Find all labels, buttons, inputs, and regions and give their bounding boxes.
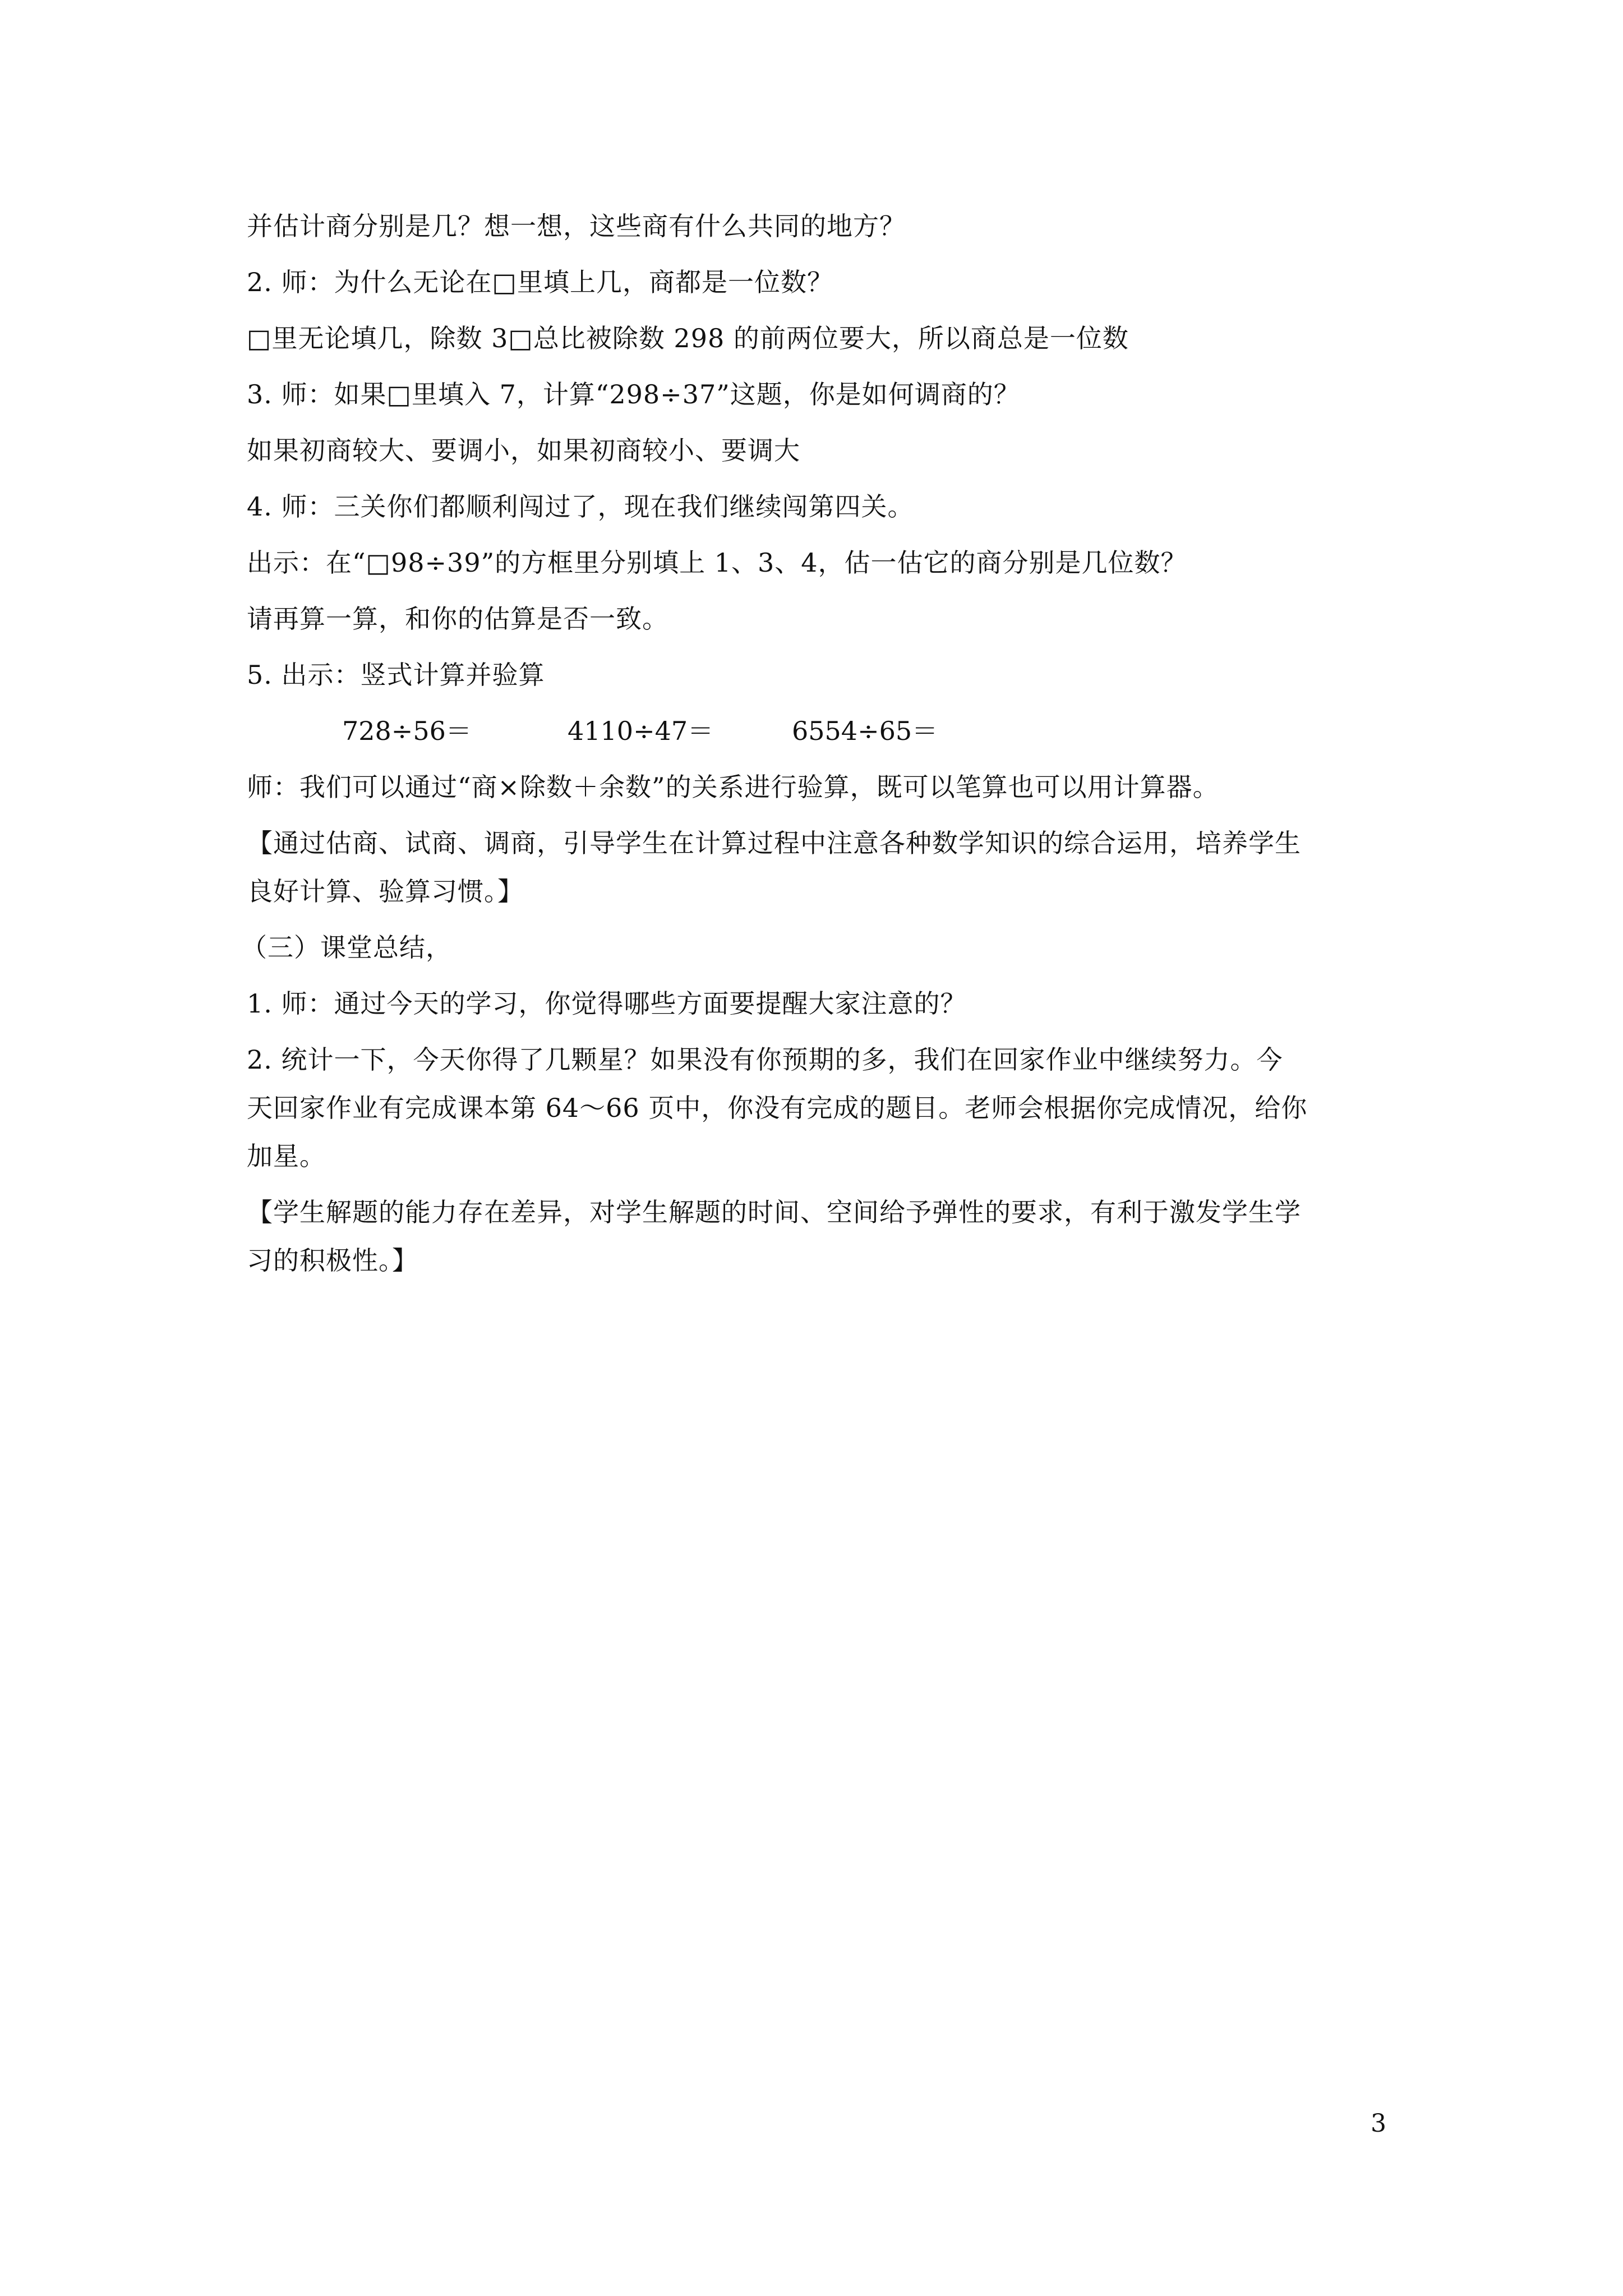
formula-3: 6554÷65＝ — [792, 716, 938, 746]
formula-2: 4110÷47＝ — [568, 716, 714, 746]
question-3-line: 3. 师：如果□里填入 7，计算“298÷37”这题，你是如何调商的？ — [247, 379, 1020, 409]
teaching-note-1-line-1: 【通过估商、试商、调商，引导学生在计算过程中注意各种数学知识的综合运用，培养学生 — [247, 828, 1301, 858]
teaching-note-1-line-2: 良好计算、验算习惯。】 — [247, 876, 524, 907]
section-title-classroom-summary: （三）课堂总结， — [241, 932, 452, 963]
page-number: 3 — [1371, 2109, 1386, 2138]
answer-3-line: 如果初商较大、要调小，如果初商较小、要调大 — [247, 435, 800, 466]
summary-question-1-line: 1. 师：通过今天的学习，你觉得哪些方面要提醒大家注意的？ — [247, 988, 967, 1019]
teaching-note-2-line-2: 习的积极性。】 — [247, 1245, 418, 1276]
formula-row — [247, 714, 1396, 770]
show-task-line: 出示：在“□98÷39”的方框里分别填上 1、3、4，估一估它的商分别是几位数？ — [247, 547, 1187, 578]
summary-question-2-line-1: 2. 统计一下，今天你得了几颗星？如果没有你预期的多，我们在回家作业中继续努力。今 — [247, 1045, 1283, 1075]
summary-question-2-line-3: 加星。 — [247, 1141, 326, 1171]
document-body — [241, 209, 1396, 1299]
paragraph-line-1: 并估计商分别是几？想一想，这些商有什么共同的地方？ — [247, 211, 906, 241]
verification-line: 师：我们可以通过“商×除数＋余数”的关系进行验算，既可以笔算也可以用计算器。 — [247, 772, 1219, 802]
formula-1: 728÷56＝ — [342, 716, 472, 746]
question-4-line: 4. 师：三关你们都顺利闯过了，现在我们继续闯第四关。 — [247, 491, 914, 522]
question-5-line: 5. 出示：竖式计算并验算 — [247, 660, 545, 690]
answer-2-line: □里无论填几，除数 3□总比被除数 298 的前两位要大，所以商总是一位数 — [247, 323, 1129, 353]
summary-question-2-line-2: 天回家作业有完成课本第 64～66 页中，你没有完成的题目。老师会根据你完成情况，给你 — [247, 1093, 1308, 1123]
recalculate-line: 请再算一算，和你的估算是否一致。 — [247, 604, 668, 634]
question-2-line: 2. 师：为什么无论在□里填上几，商都是一位数？ — [247, 267, 833, 297]
teaching-note-2-line-1: 【学生解题的能力存在差异，对学生解题的时间、空间给予弹性的要求，有利于激发学生学 — [247, 1197, 1301, 1227]
